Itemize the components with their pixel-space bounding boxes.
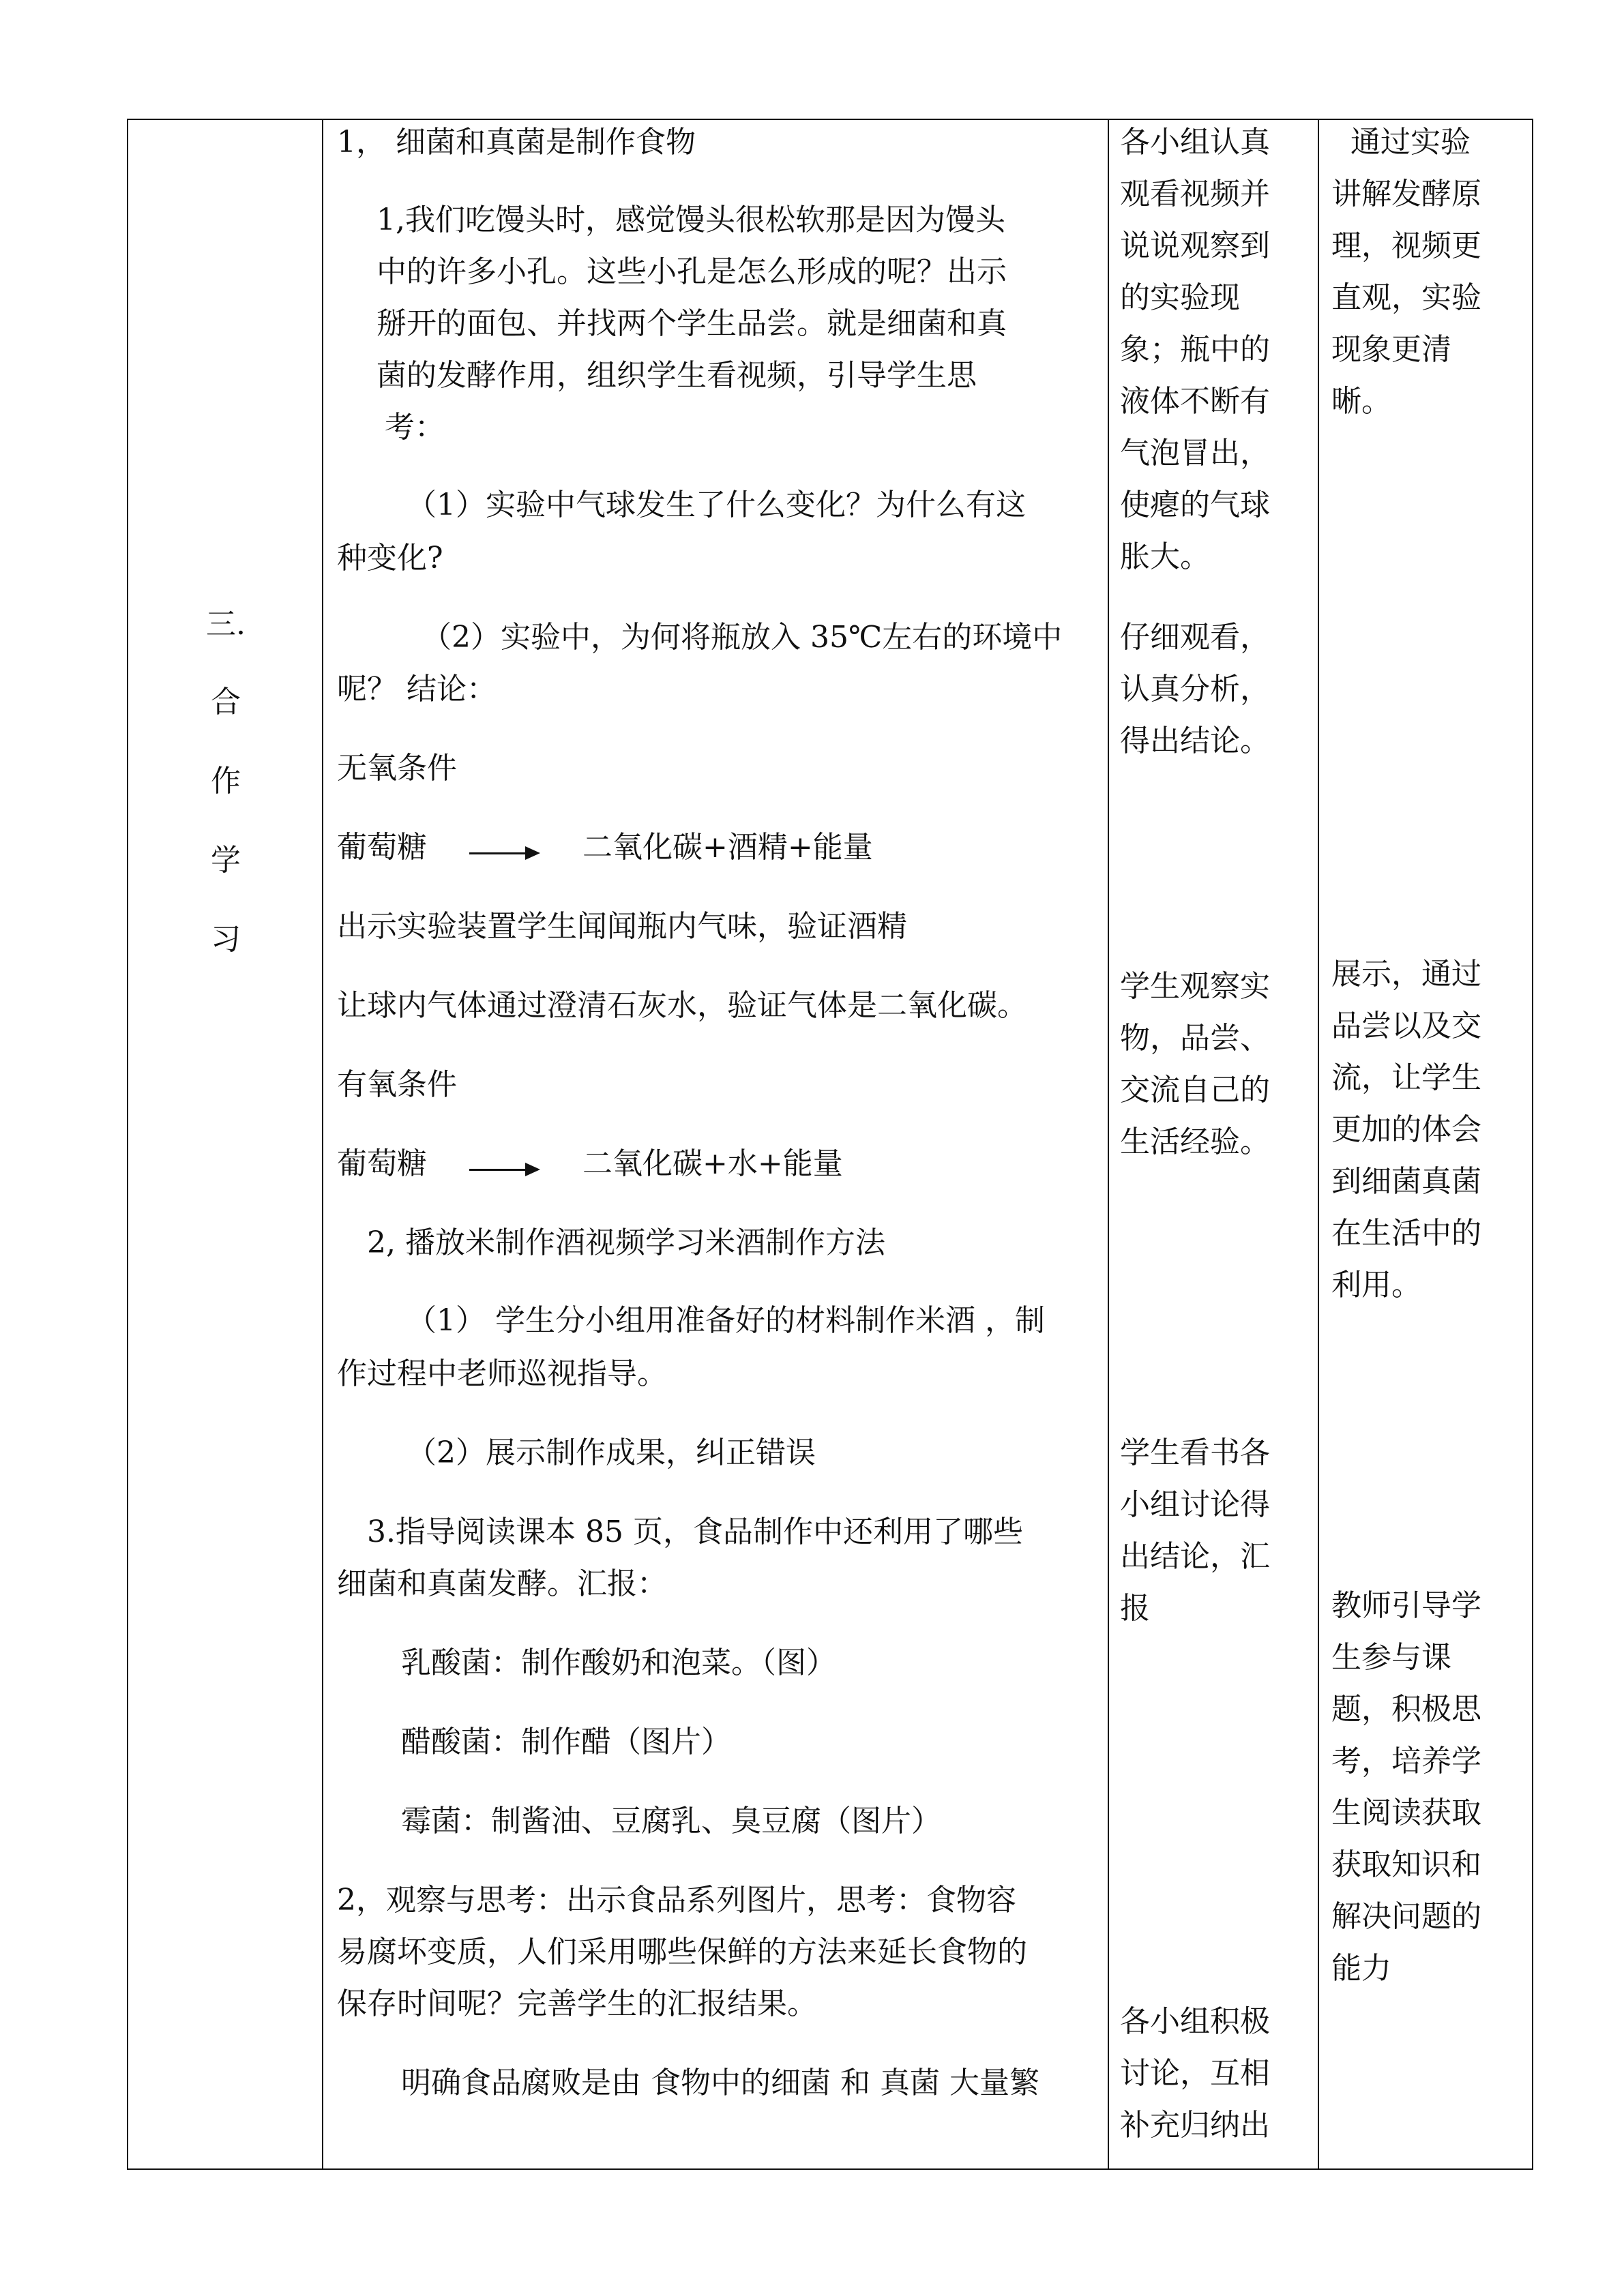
arrow-icon xyxy=(469,1169,537,1171)
lesson-table xyxy=(127,119,1533,2170)
content-line: （2）实验中，为何将瓶放入 35℃左右的环境中 xyxy=(422,620,1063,655)
content-line: 细菌和真菌发酵。汇报： xyxy=(337,1566,667,1601)
content-line: 2, 播放米制作酒视频学习米酒制作方法 xyxy=(367,1225,885,1260)
content-line: （2）展示制作成果，纠正错误 xyxy=(407,1435,816,1470)
student-line: 出结论，汇 xyxy=(1120,1539,1270,1574)
section-char: 学 xyxy=(211,843,241,878)
content-line: 醋酸菌：制作醋（图片） xyxy=(401,1725,731,1759)
content-line: 作过程中老师巡视指导。 xyxy=(337,1356,667,1391)
intent-line: 讲解发酵原 xyxy=(1331,177,1481,211)
student-line: 观看视频并 xyxy=(1120,177,1270,211)
intent-line: 展示，通过 xyxy=(1331,957,1481,992)
student-line: 的实验现 xyxy=(1120,280,1240,315)
content-line: 让球内气体通过澄清石灰水，验证气体是二氧化碳。 xyxy=(337,988,1027,1023)
intent-line: 利用。 xyxy=(1331,1268,1421,1302)
student-line: 仔细观看， xyxy=(1120,620,1270,655)
content-line: 种变化? xyxy=(337,541,443,576)
reaction-product: 二氧化碳+酒精+能量 xyxy=(582,830,873,865)
content-line: 霉菌：制酱油、豆腐乳、臭豆腐（图片） xyxy=(401,1804,941,1838)
column-divider xyxy=(1318,120,1319,2168)
intent-line: 通过实验 xyxy=(1331,125,1471,160)
intent-line: 直观，实验 xyxy=(1331,280,1481,315)
section-char: 习 xyxy=(211,922,241,957)
student-line: 学生看书各 xyxy=(1120,1435,1270,1470)
student-line: 液体不断有 xyxy=(1120,384,1270,419)
intent-line: 题，积极思 xyxy=(1331,1692,1481,1727)
student-line: 小组讨论得 xyxy=(1120,1487,1270,1522)
student-line: 说说观察到 xyxy=(1120,228,1270,263)
student-line: 气泡冒出， xyxy=(1120,436,1270,471)
student-line: 补充归纳出 xyxy=(1120,2108,1270,2143)
reaction-reactant: 葡萄糖 xyxy=(337,1146,427,1181)
intent-line: 晰。 xyxy=(1331,384,1391,419)
student-line: 各小组认真 xyxy=(1120,125,1270,160)
column-divider xyxy=(322,120,323,2168)
student-line: 认真分析， xyxy=(1120,672,1270,706)
intent-line: 流，让学生 xyxy=(1331,1060,1481,1095)
content-line: 1,我们吃馒头时，感觉馒头很松软那是因为馒头 xyxy=(377,203,1005,237)
content-line: 有氧条件 xyxy=(337,1067,457,1102)
arrow-icon xyxy=(469,852,537,854)
intent-line: 考，培养学 xyxy=(1331,1744,1481,1778)
section-char: 三. xyxy=(206,607,246,642)
student-line: 象；瓶中的 xyxy=(1120,332,1270,367)
reaction-product: 二氧化碳+水+能量 xyxy=(582,1146,843,1181)
student-line: 报 xyxy=(1120,1591,1150,1626)
intent-line: 获取知识和 xyxy=(1331,1847,1481,1882)
content-line: 掰开的面包、并找两个学生品尝。就是细菌和真 xyxy=(377,306,1007,341)
column-divider xyxy=(1108,120,1109,2168)
section-char: 合 xyxy=(211,685,241,719)
student-line: 物，品尝、 xyxy=(1120,1021,1270,1056)
content-line: （1） 学生分小组用准备好的材料制作米酒 ，制 xyxy=(407,1303,1045,1338)
student-line: 学生观察实 xyxy=(1120,969,1270,1004)
student-line: 使瘪的气球 xyxy=(1120,488,1270,522)
student-line: 生活经验。 xyxy=(1120,1124,1270,1159)
intent-line: 品尝以及交 xyxy=(1331,1009,1481,1043)
student-line: 胀大。 xyxy=(1120,539,1210,574)
intent-line: 理，视频更 xyxy=(1331,228,1481,263)
content-line: 2，观察与思考：出示食品系列图片，思考：食物容 xyxy=(337,1883,1016,1918)
student-line: 各小组积极 xyxy=(1120,2004,1270,2039)
content-line: 乳酸菌：制作酸奶和泡菜。（图） xyxy=(401,1645,836,1680)
intent-line: 能力 xyxy=(1331,1951,1391,1986)
content-line: 无氧条件 xyxy=(337,751,457,786)
intent-line: 生阅读获取 xyxy=(1331,1795,1481,1830)
content-line: 中的许多小孔。这些小孔是怎么形成的呢？出示 xyxy=(377,254,1007,289)
section-char: 作 xyxy=(211,764,241,799)
content-line: 菌的发酵作用，组织学生看视频，引导学生思 xyxy=(377,358,977,393)
student-line: 交流自己的 xyxy=(1120,1073,1270,1107)
content-line: 1， 细菌和真菌是制作食物 xyxy=(337,125,696,160)
content-line: 考： xyxy=(385,410,445,445)
content-line: （1）实验中气球发生了什么变化？为什么有这 xyxy=(407,488,1026,522)
content-line: 3.指导阅读课本 85 页，食品制作中还利用了哪些 xyxy=(367,1515,1023,1549)
intent-line: 现象更清 xyxy=(1331,332,1451,367)
intent-line: 解决问题的 xyxy=(1331,1899,1481,1934)
content-line: 呢？ 结论： xyxy=(337,672,497,706)
content-line: 明确食品腐败是由 食物中的细菌 和 真菌 大量繁 xyxy=(401,2066,1039,2100)
content-line: 易腐坏变质，人们采用哪些保鲜的方法来延长食物的 xyxy=(337,1935,1027,1969)
student-line: 得出结论。 xyxy=(1120,724,1270,758)
content-line: 保存时间呢？完善学生的汇报结果。 xyxy=(337,1986,817,2021)
student-line: 讨论，互相 xyxy=(1120,2056,1270,2091)
content-line: 出示实验装置学生闻闻瓶内气味，验证酒精 xyxy=(337,909,907,944)
intent-line: 更加的体会 xyxy=(1331,1112,1481,1147)
intent-line: 生参与课 xyxy=(1331,1640,1451,1675)
intent-line: 在生活中的 xyxy=(1331,1216,1481,1251)
reaction-reactant: 葡萄糖 xyxy=(337,830,427,865)
intent-line: 教师引导学 xyxy=(1331,1588,1481,1623)
intent-line: 到细菌真菌 xyxy=(1331,1164,1481,1199)
